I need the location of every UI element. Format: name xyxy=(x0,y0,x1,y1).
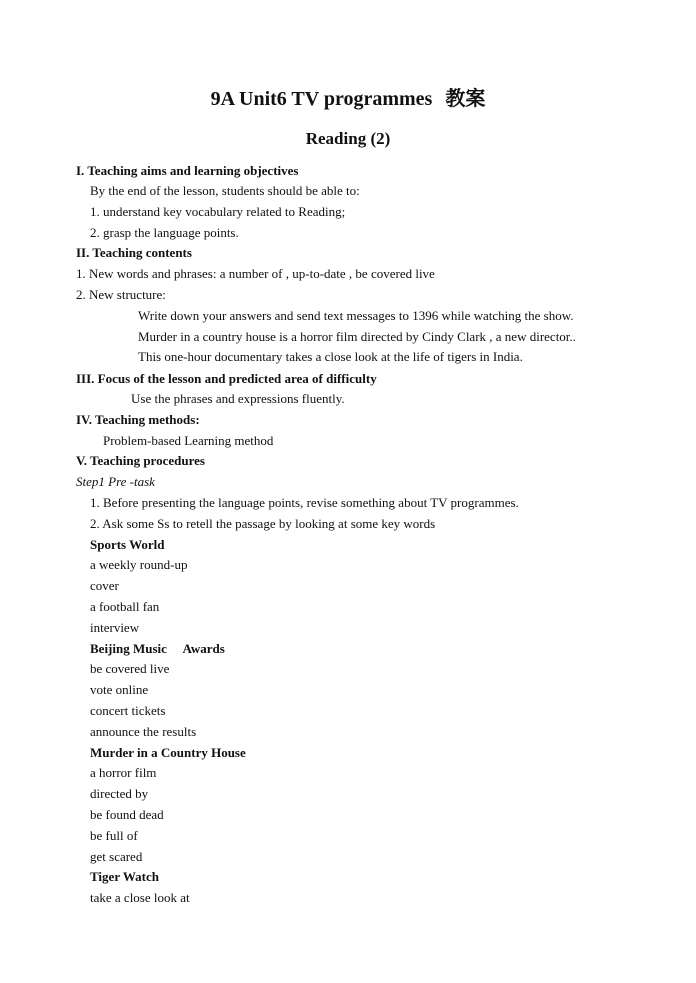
section-4-text: Problem-based Learning method xyxy=(103,433,274,448)
keyword-line: vote online xyxy=(90,682,149,697)
keyword-line: get scared xyxy=(90,849,143,864)
document-title xyxy=(0,86,696,111)
keyword-line: announce the results xyxy=(90,724,197,739)
example-sentence: Write down your answers and send text messages to 1396 while watching the show. xyxy=(138,308,574,323)
keyword-line: a weekly round-up xyxy=(90,557,188,572)
keyword-line: take a close look at xyxy=(90,890,190,905)
keyword-group-title: Tiger Watch xyxy=(90,869,159,884)
section-2-heading: II. Teaching contents xyxy=(76,245,192,260)
document-subtitle: Reading (2) xyxy=(305,129,391,148)
section-1-item: 1. understand key vocabulary related to Reading; xyxy=(90,204,346,219)
section-3-text: Use the phrases and expressions fluently. xyxy=(131,391,345,406)
procedure-item: 2. Ask some Ss to retell the passage by looking at some key words xyxy=(90,516,436,531)
keyword-line: be found dead xyxy=(90,807,164,822)
section-4-heading: IV. Teaching methods: xyxy=(76,412,200,427)
keyword-group-title: Murder in a Country House xyxy=(90,745,246,760)
keyword-line: directed by xyxy=(90,786,149,801)
keyword-group-title: Sports World xyxy=(90,537,165,552)
keyword-line: a horror film xyxy=(90,765,157,780)
section-5-heading: V. Teaching procedures xyxy=(76,453,205,468)
keyword-line: cover xyxy=(90,578,119,593)
section-1-heading: I. Teaching aims and learning objectives xyxy=(76,163,299,178)
procedure-item: 1. Before presenting the language points, revise something about TV programmes. xyxy=(90,495,519,510)
section-1-item: 2. grasp the language points. xyxy=(90,225,239,240)
title-chinese: 教案 xyxy=(445,86,486,110)
step-label: Step1 Pre -task xyxy=(76,474,155,489)
section-2-line: 1. New words and phrases: a number of , up-to-date , be covered live xyxy=(76,266,435,281)
section-2-line: 2. New structure: xyxy=(76,287,166,302)
keyword-line: be full of xyxy=(90,828,138,843)
example-sentence: Murder in a country house is a horror film directed by Cindy Clark , a new director.. xyxy=(138,329,576,344)
section-1-intro: By the end of the lesson, students should be able to: xyxy=(90,183,360,198)
keyword-line: concert tickets xyxy=(90,703,166,718)
keyword-group-title: Beijing Music Awards xyxy=(90,641,225,656)
title-main: 9A Unit6 TV programmes xyxy=(210,88,433,110)
keyword-line: interview xyxy=(90,620,140,635)
keyword-line: be covered live xyxy=(90,661,170,676)
example-sentence: This one-hour documentary takes a close look at the life of tigers in India. xyxy=(138,349,523,364)
section-3-heading: III. Focus of the lesson and predicted area of difficulty xyxy=(76,371,377,386)
keyword-line: a football fan xyxy=(90,599,160,614)
